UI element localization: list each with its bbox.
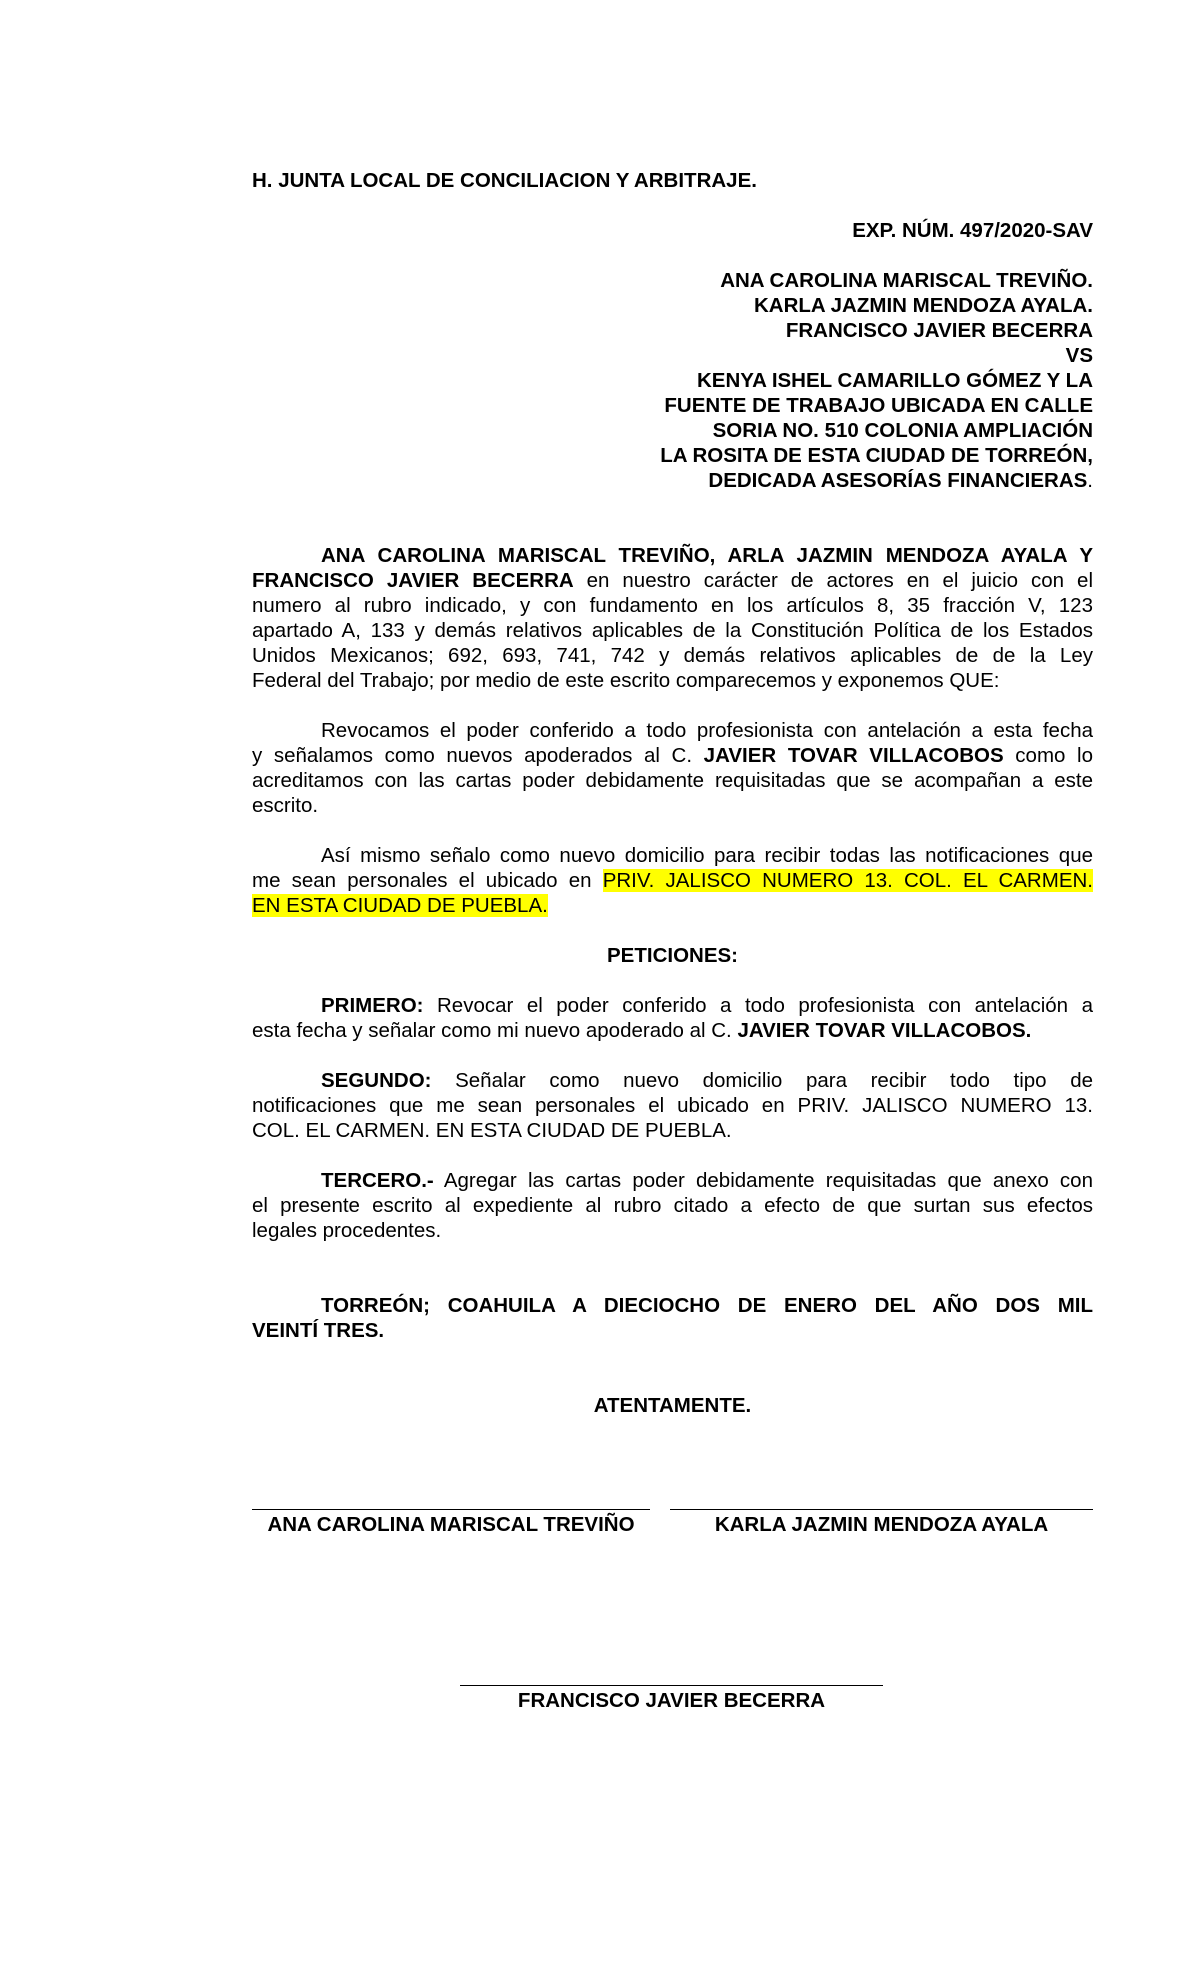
peticiones-title: PETICIONES: (607, 944, 738, 967)
intro-line: numero al rubro indicado, y con fundamento en los artículos 8, 35 fracción V, 123 (252, 594, 1093, 617)
signature-name: KARLA JAZMIN MENDOZA AYALA (714, 1513, 1049, 1536)
signature-line (670, 1509, 1093, 1510)
party-line: SORIA NO. 510 COLONIA AMPLIACIÓN (712, 419, 1093, 442)
party-line: VS (1065, 344, 1093, 367)
highlighted-address: EN ESTA CIUDAD DE PUEBLA. (252, 894, 548, 917)
intro-text: en nuestro carácter de actores en el juicio con el (573, 569, 1094, 592)
party-line: FRANCISCO JAVIER BECERRA (785, 319, 1093, 342)
segundo-line: notificaciones que me sean personales el ubicado en PRIV. JALISCO NUMERO 13. (252, 1094, 1093, 1117)
tercero-line: el presente escrito al expediente al rubro citado a efecto de que surtan sus efectos (252, 1194, 1093, 1217)
signature-line (252, 1509, 650, 1510)
intro-line: Federal del Trabajo; por medio de este escrito comparecemos y exponemos QUE: (252, 669, 1000, 692)
date-line: VEINTÍ TRES. (252, 1319, 385, 1342)
primero-line (252, 993, 1093, 1018)
domicile-line (252, 893, 1093, 918)
party-line: KENYA ISHEL CAMARILLO GÓMEZ Y LA (697, 369, 1093, 392)
tercero-label: TERCERO.- (321, 1169, 434, 1192)
tercero-line: legales procedentes. (252, 1219, 442, 1242)
atentamente: ATENTAMENTE. (593, 1394, 752, 1417)
revoke-line: escrito. (252, 794, 319, 817)
tercero-text: Agregar las cartas poder debidamente requisitadas que anexo con (433, 1169, 1093, 1192)
intro-bold: FRANCISCO JAVIER BECERRA (252, 569, 574, 592)
party-line: FUENTE DE TRABAJO UBICADA EN CALLE (664, 394, 1093, 417)
segundo-text: Señalar como nuevo domicilio para recibir todo tipo de (431, 1069, 1093, 1092)
revoke-line: Revocamos el poder conferido a todo profesionista con antelación a esta fecha (321, 719, 1093, 742)
intro-line: ANA CAROLINA MARISCAL TREVIÑO, ARLA JAZMIN MENDOZA AYALA Y (321, 544, 1093, 567)
revoke-line: acreditamos con las cartas poder debidamente requisitadas que se acompañan a este (252, 769, 1093, 792)
attorney-name: JAVIER TOVAR VILLACOBOS. (737, 1019, 1032, 1042)
party-line: LA ROSITA DE ESTA CIUDAD DE TORREÓN, (660, 444, 1093, 467)
attorney-name: JAVIER TOVAR VILLACOBOS (703, 744, 1004, 767)
party-line-period: . (1087, 469, 1093, 492)
primero-text: esta fecha y señalar como mi nuevo apoderado al C. (252, 1019, 738, 1042)
segundo-line (252, 1068, 1093, 1093)
expediente-number: EXP. NÚM. 497/2020-SAV (852, 219, 1093, 242)
domicile-line (252, 868, 1093, 893)
document-page (252, 0, 1093, 1976)
primero-label: PRIMERO: (321, 994, 424, 1017)
primero-line (252, 1018, 1093, 1043)
signature-name: ANA CAROLINA MARISCAL TREVIÑO (267, 1513, 635, 1536)
intro-line: Unidos Mexicanos; 692, 693, 741, 742 y demás relativos aplicables de de la Ley (252, 644, 1093, 667)
party-line: KARLA JAZMIN MENDOZA AYALA. (753, 294, 1093, 317)
party-line-text: DEDICADA ASESORÍAS FINANCIERAS (708, 469, 1088, 492)
party-line (252, 468, 1093, 493)
signature-name: FRANCISCO JAVIER BECERRA (517, 1689, 826, 1712)
signature-line (460, 1685, 883, 1686)
segundo-line: COL. EL CARMEN. EN ESTA CIUDAD DE PUEBLA. (252, 1119, 732, 1142)
revoke-text: y señalamos como nuevos apoderados al C. (252, 744, 704, 767)
highlighted-address: PRIV. JALISCO NUMERO 13. COL. EL CARMEN. (602, 869, 1093, 892)
party-line: ANA CAROLINA MARISCAL TREVIÑO. (720, 269, 1093, 292)
court-heading: H. JUNTA LOCAL DE CONCILIACION Y ARBITRAJE. (252, 169, 757, 192)
domicile-text: me sean personales el ubicado en (252, 869, 603, 892)
revoke-text: como lo (1003, 744, 1094, 767)
segundo-label: SEGUNDO: (321, 1069, 432, 1092)
intro-line: apartado A, 133 y demás relativos aplicables de la Constitución Política de los Estados (252, 619, 1093, 642)
domicile-line: Así mismo señalo como nuevo domicilio para recibir todas las notificaciones que (321, 844, 1093, 867)
intro-line (252, 568, 1093, 593)
revoke-line (252, 743, 1093, 768)
primero-text: Revocar el poder conferido a todo profesionista con antelación a (423, 994, 1093, 1017)
date-line: TORREÓN; COAHUILA A DIECIOCHO DE ENERO DEL AÑO DOS MIL (321, 1294, 1093, 1317)
tercero-line (252, 1168, 1093, 1193)
